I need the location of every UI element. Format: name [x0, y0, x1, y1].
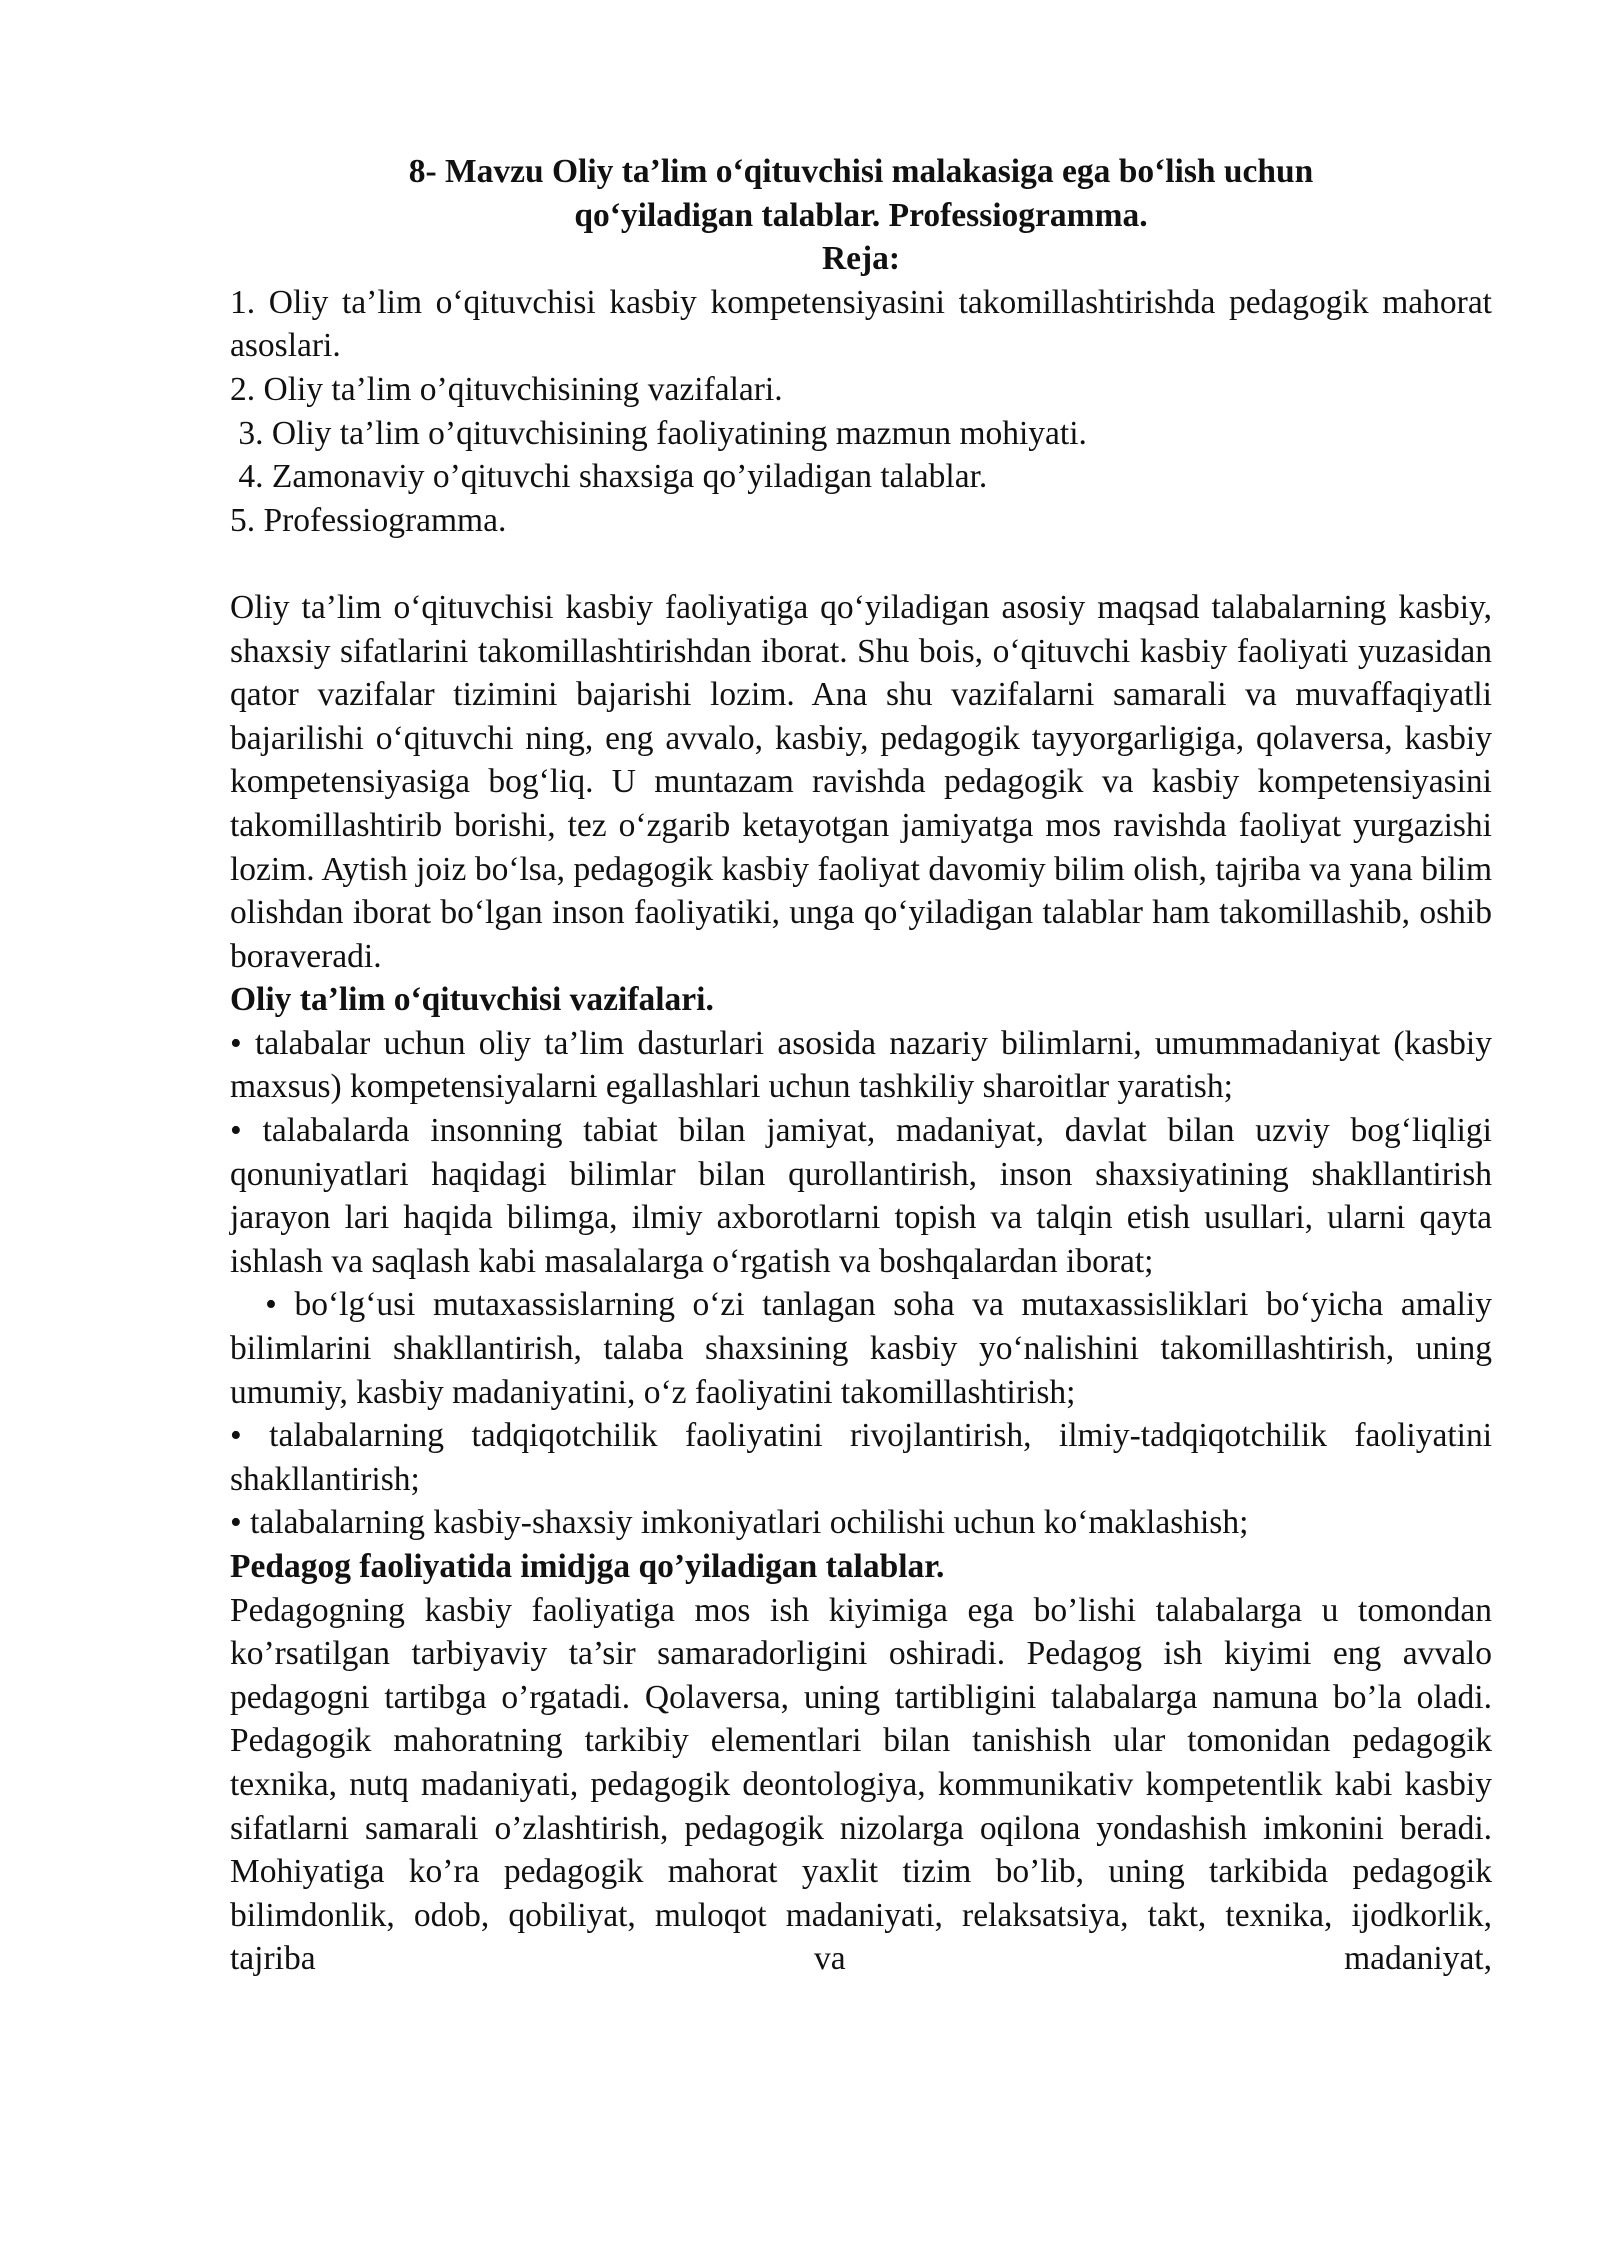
image-requirements-heading: Pedagog faoliyatida imidjga qo’yiladigan talablar.: [230, 1548, 945, 1585]
duty-bullet: • talabalarda insonning tabiat bilan jamiyat, madaniyat, davlat bilan uzviy bog‘liqligi qonuniyatlari haqidagi bilimlar bilan qurollantirish, inson shaxsiyatining shakllantirish jarayon lari haqida bilimga, ilmiy axborotlarni topish va talqin etish usullari, ularni qayta ishlash va saqlash kabi masalalarga o‘rgatish va boshqalardan iborat;: [230, 1112, 1501, 1280]
duty-bullet: • talabalar uchun oliy ta’lim dasturlari asosida nazariy bilimlarni, umummadaniyat (kasbiy maxsus) kompetensiyalarni egallashlari uchun tashkiliy sharoitlar yaratish;: [230, 1024, 1501, 1106]
plan-item: 4. Zamonaviy o’qituvchi shaxsiga qo’yiladigan talablar.: [230, 458, 988, 496]
document-title-line-1: 8- Mavzu Oliy ta’lim o‘qituvchisi malakasiga ega bo‘lish uchun: [408, 153, 1314, 190]
plan-item: 5. Professiogramma.: [230, 501, 507, 539]
plan-item: 1. Oliy ta’lim o‘qituvchisi kasbiy kompetensiyasini takomillashtirishda pedagogik mahorat asoslari.: [230, 283, 1501, 365]
duty-bullet: • bo‘lg‘usi mutaxassislarning o‘zi tanlagan soha va mutaxassisliklari bo‘yicha amaliy bilimlarini shakllantirish, talaba shaxsining kasbiy yo‘nalishini takomillashtirish, uning umumiy, kasbiy madaniyatini, o‘z faoliyatini takomillashtirish;: [230, 1286, 1501, 1411]
plan-label: Reja:: [821, 240, 901, 278]
intro-paragraph: Oliy ta’lim o‘qituvchisi kasbiy faoliyatiga qo‘yiladigan asosiy maqsad talabalarning kasbiy, shaxsiy sifatlarini takomillashtirishdan iborat. Shu bois, o‘qituvchi kasbiy faoliyati yuzasidan qator vazifalar tizimini bajarishi lozim. Ana shu vazifalarni samarali va muvaffaqiyatli bajarilishi o‘qituvchi ning, eng avvalo, kasbiy, pedagogik tayyorgarligiga, qolaversa, kasbiy kompetensiyasiga bog‘liq. U muntazam ravishda pedagogik va kasbiy kompetensiyasini takomillashtirib borishi, tez o‘zgarib ketayotgan jamiyatga mos ravishda faoliyat yurgazishi lozim. Aytish joiz bo‘lsa, pedagogik kasbiy faoliyat davomiy bilim olish, tajriba va yana bilim olishdan iborat bo‘lgan inson faoliyatiki, unga qo‘yiladigan talablar ham takomillashib, oshib boraveradi.: [230, 588, 1492, 975]
plan-item: 3. Oliy ta’lim o’qituvchisining faoliyatining mazmun mohiyati.: [230, 414, 1087, 452]
duty-bullet: • talabalarning kasbiy-shaxsiy imkoniyatlari ochilishi uchun ko‘maklashish;: [230, 1504, 1249, 1542]
duties-heading: Oliy ta’lim o‘qituvchisi vazifalari.: [230, 981, 714, 1019]
image-requirements-paragraph: Pedagogning kasbiy faoliyatiga mos ish kiyimiga ega bo’lishi talabalarga u tomondan ko’rsatilgan tarbiyaviy ta’sir samaradorligini oshiradi. Pedagog ish kiyimi eng avvalo pedagogni tartibga o’rgatadi. Qolaversa, uning tartibligini talabalarga namuna bo’la oladi. Pedagogik mahoratning tarkibiy elementlari bilan tanishish ular tomonidan pedagogik texnika, nutq madaniyati, pedagogik deontologiya, kommunikativ kompetentlik kabi kasbiy sifatlarni samarali o’zlashtirish, pedagogik nizolarga oqilona yondashish imkonini beradi. Mohiyatiga ko’ra pedagogik mahorat yaxlit tizim bo’lib, uning tarkibida pedagogik bilimdonlik, odob, qobiliyat, muloqot madaniyati, relaksatsiya, takt, texnika, ijodkorlik, tajriba va madaniyat,: [230, 1591, 1492, 1978]
plan-item: 2. Oliy ta’lim o’qituvchisining vazifalari.: [230, 370, 783, 408]
duty-bullet: • talabalarning tadqiqotchilik faoliyatini rivojlantirish, ilmiy-tadqiqotchilik faoliyatini shakllantirish;: [230, 1417, 1501, 1498]
duties-list: [230, 1022, 1501, 1545]
document-title-line-2: qo‘yiladigan talablar. Professiogramma.: [574, 196, 1148, 234]
plan-list: [230, 281, 1501, 543]
blank-line: [230, 542, 1492, 586]
document-page: [230, 150, 1501, 1981]
